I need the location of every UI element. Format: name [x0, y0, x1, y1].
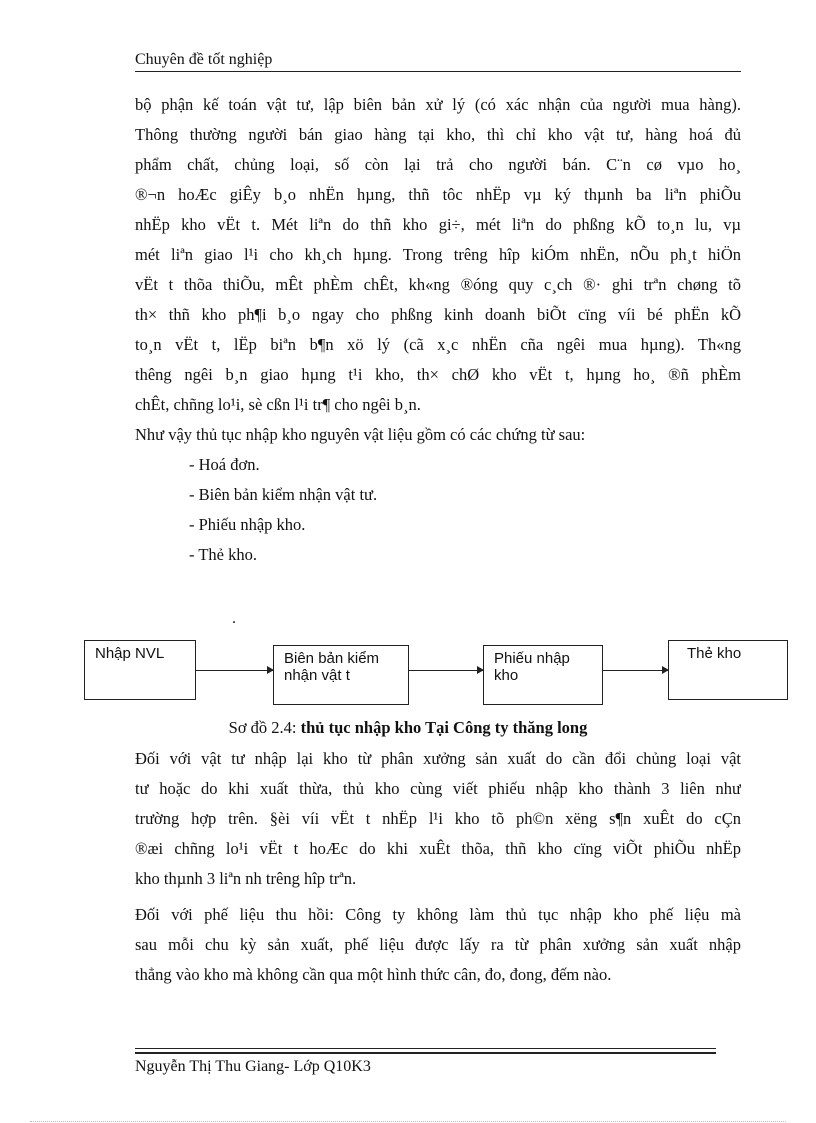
flow-box-nhap-nvl [84, 640, 196, 700]
text-line: nhËp kho vËt t. Mét liªn do thñ kho gi÷, mét liªn do phßng kÕ to¸n lu, vµ [135, 215, 741, 234]
text-line: to¸n vËt t, lËp biªn b¶n xö lý (cã x¸c nhËn cña ngêi mua hµng). Th«ng [135, 335, 741, 354]
text-line: vËt t thõa thiÕu, mÊt phÈm chÊt, kh«ng ®óng quy c¸ch ®· ghi trªn chøng tõ [135, 275, 741, 294]
lower-body [135, 744, 741, 990]
list-item: - Thẻ kho. [189, 545, 257, 564]
flow-arrow [196, 670, 273, 671]
text-line: phẩm chất, chủng loại, số còn lại trả cho người bán. C¨n cø vµo ho¸ [135, 155, 741, 174]
box-label: Thẻ kho [687, 645, 742, 662]
caption-prefix: Sơ đồ 2.4: [228, 718, 297, 737]
footer-divider [135, 1052, 716, 1054]
figure-caption [0, 718, 816, 738]
text-line: sau mỗi chu kỳ sản xuất, phế liệu được lấy ra từ phân xưởng sản xuất nhập [135, 935, 741, 954]
list-item: - Phiếu nhập kho. [189, 515, 306, 534]
footer-author: Nguyễn Thị Thu Giang- Lớp Q10K3 [135, 1058, 371, 1075]
box-label: Phiếu nhập [494, 650, 570, 667]
page-edge-divider [30, 1121, 786, 1122]
list-item: - Biên bản kiểm nhận vật tư. [189, 485, 378, 504]
text-line: trường hợp trên. §èi víi vËt t nhËp l¹i kho tõ ph©n xëng s¶n xuÊt do cÇn [135, 809, 741, 828]
box-label: Biên bản kiểm [284, 650, 380, 667]
text-line: bộ phận kế toán vật tư, lập biên bản xử lý (có xác nhận của người mua hàng). [135, 95, 741, 114]
document-title: Chuyên đề tốt nghiệp [135, 51, 273, 68]
footer-divider [135, 1048, 716, 1049]
flow-box-the-kho [668, 640, 788, 700]
flow-box-phieu-nhap [483, 645, 603, 705]
text-line: chÊt, chñng lo¹i, sè cßn l¹i tr¶ cho ngêi b¸n. [135, 395, 421, 414]
stray-dot: . [232, 610, 236, 627]
flow-arrow [603, 670, 668, 671]
text-line: kho thµnh 3 liªn nh trêng hîp trªn. [135, 869, 357, 888]
caption-title: thủ tục nhập kho Tại Công ty thăng long [300, 718, 588, 737]
text-line: thêng ngêi b¸n giao hµng t¹i kho, th× chØ kho vËt t, hµng ho¸ ®ñ phÈm [135, 365, 741, 384]
text-line: tư hoặc do khi xuất thừa, thủ kho cùng viết phiếu nhập kho thành 3 liên như [135, 779, 741, 798]
list-intro: Như vậy thủ tục nhập kho nguyên vật liệu gồm có các chứng từ sau: [135, 425, 586, 444]
box-label: kho [494, 667, 519, 684]
text-line: Đối với vật tư nhập lại kho từ phân xưởng sản xuất do cần đổi chủng loại vật [135, 749, 741, 768]
text-line: ®¬n hoÆc giÊy b¸o nhËn hµng, thñ tôc nhËp vµ ký thµnh ba liªn phiÕu [135, 185, 741, 204]
text-line: th× thñ kho ph¶i b¸o ngay cho phßng kinh doanh biÕt cïng víi bé phËn kÕ [135, 305, 741, 324]
flow-box-bien-ban [273, 645, 409, 705]
box-label: nhận vật t [284, 667, 350, 684]
paragraph-2 [135, 744, 741, 894]
box-label: Nhập NVL [95, 645, 165, 662]
text-line: ®æi chñng lo¹i vËt t hoÆc do khi xuÊt thõa, thñ kho cïng viÕt phiÕu nhËp [135, 839, 741, 858]
text-line: Đối với phế liệu thu hồi: Công ty không làm thủ tục nhập kho phế liệu mà [135, 905, 741, 924]
text-line: thẳng vào kho mà không cần qua một hình thức cân, đo, đong, đếm nào. [135, 965, 612, 984]
text-line: mét liªn giao l¹i cho kh¸ch hµng. Trong trêng hîp kiÓm nhËn, nÕu ph¸t hiÖn [135, 245, 741, 264]
flow-arrow [409, 670, 483, 671]
text-line: Thông thường người bán giao hàng tại kho, thì chỉ kho vật tư, hàng hoá đủ [135, 125, 741, 144]
paragraph-3 [135, 900, 741, 990]
list-item: - Hoá đơn. [189, 455, 260, 474]
